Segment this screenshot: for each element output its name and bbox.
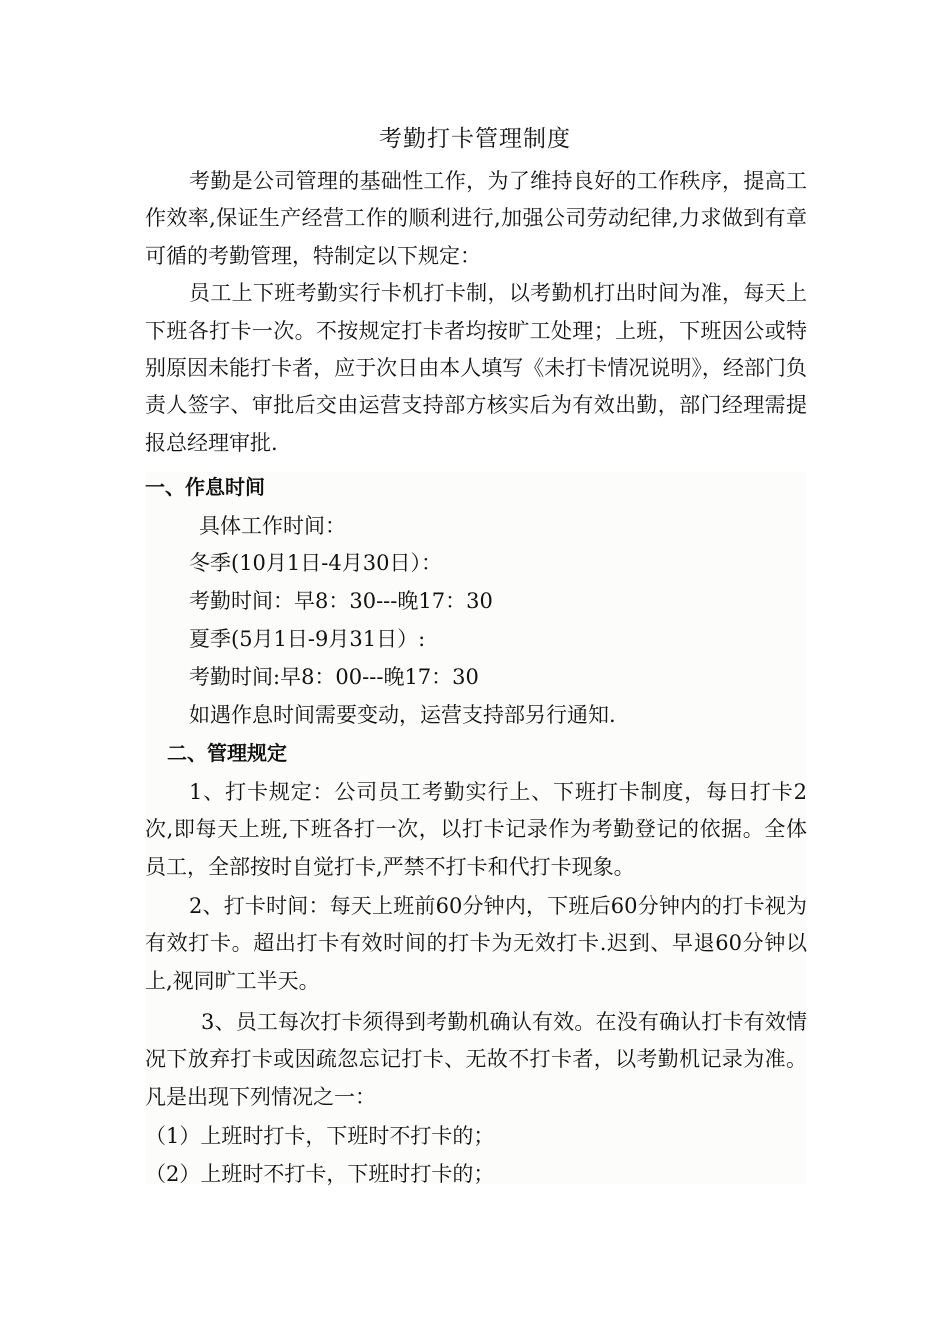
winter-hours: 考勤时间：早8：30---晚17：30 xyxy=(189,589,493,613)
summer-season: 夏季(5月1日-9月31日）: xyxy=(189,627,426,651)
case-2: （2）上班时不打卡，下班时打卡的； xyxy=(145,1162,495,1186)
rule-1 xyxy=(145,774,807,886)
intro-section xyxy=(145,163,807,462)
section2-heading: 二、管理规定 xyxy=(167,741,287,765)
intro-paragraph-2: 员工上下班考勤实行卡机打卡制，以考勤机打出时间为准，每天上下班各打卡一次。不按规定打卡者均按旷工处理；上班，下班因公或特别原因未能打卡者，应于次日由本人填写《未打卡情况说明》，经部门负责人签字、审批后交由运营支持部方核实后为有效出勤，部门经理需提报总经理审批. xyxy=(145,281,807,455)
rule-1-text: 1、打卡规定：公司员工考勤实行上、下班打卡制度，每日打卡2次,即每天上班,下班各打一次，以打卡记录作为考勤登记的依据。全体员工，全部按时自觉打卡,严禁不打卡和代打卡现象。 xyxy=(145,780,807,879)
rule-3-text: 3、员工每次打卡须得到考勤机确认有效。在没有确认打卡有效情况下放弃打卡或因疏忽忘记打卡、无故不打卡者，以考勤机记录为准。凡是出现下列情况之一： xyxy=(145,1010,807,1109)
case-1: （1）上班时打卡，下班时不打卡的； xyxy=(145,1124,495,1148)
rule-2 xyxy=(145,888,807,1000)
rule-3 xyxy=(145,1004,807,1116)
section1-heading: 一、作息时间 xyxy=(145,475,265,499)
document-title: 考勤打卡管理制度 xyxy=(379,126,571,152)
work-time-label: 具体工作时间： xyxy=(199,514,346,538)
summer-hours: 考勤时间:早8：00---晚17：30 xyxy=(189,665,479,689)
winter-season: 冬季(10月1日-4月30日）： xyxy=(189,551,442,575)
schedule-change-note: 如遇作息时间需要变动，运营支持部另行通知. xyxy=(189,703,616,727)
intro-paragraph-1: 考勤是公司管理的基础性工作，为了维持良好的工作秩序，提高工作效率,保证生产经营工作的顺利进行,加强公司劳动纪律,力求做到有章可循的考勤管理，特制定以下规定： xyxy=(145,169,807,268)
rule-2-text: 2、打卡时间：每天上班前60分钟内，下班后60分钟内的打卡视为有效打卡。超出打卡有效时间的打卡为无效打卡.迟到、早退60分钟以上,视同旷工半天。 xyxy=(145,894,807,993)
